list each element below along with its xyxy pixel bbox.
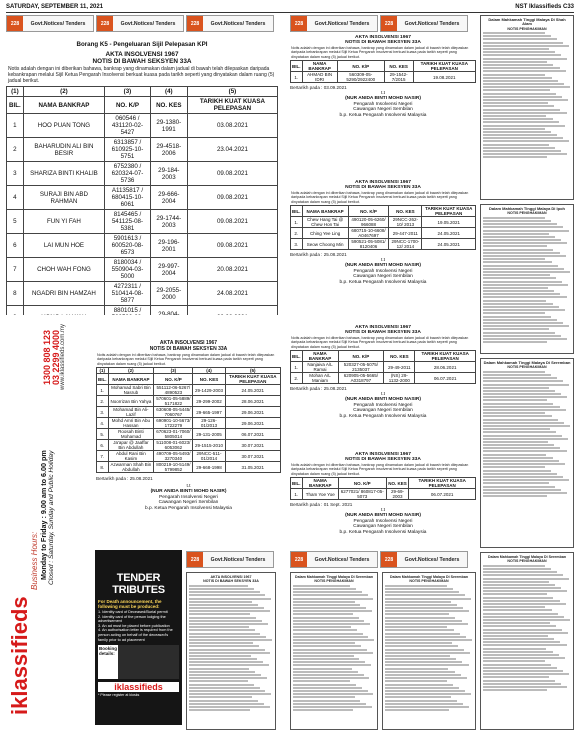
tender-title: TENDER TRIBUTES (112, 572, 165, 596)
column-header: TARIKH KUAT KUASA PELEPASAN (413, 61, 475, 72)
tender-tributes: TENDER TRIBUTES For Death announcement, the following must be produced: 1. Identity card of Deceased/Burial permit 2. Identity card of the person lodging the advertisement 3. An ad must be placed before publication 4. An authorisation letter is required from the person acting on behalf of the deceased's family prior to ad placement Booking details: iklassifieds * Please register at kiosks (95, 550, 182, 725)
hours-weekday: Monday to Friday : 9.00 am to 6.00 pm (39, 450, 48, 580)
column-header: NO. K/P (337, 61, 384, 72)
header-section: NST Iklassifieds C33 (515, 4, 574, 10)
iklassifieds-sidebar (6, 290, 66, 732)
table-row: 5 FUN YI FAH 8145465 / 541125-08-5381 29-1744-2003 09.08.2021 (7, 210, 278, 234)
table-row: 6 LAI MUN HOE 5901613 / 600520-08-6573 29-196-2001 09.08.2021 (7, 234, 278, 258)
notice-table (290, 205, 476, 250)
table-row: 1. Mohamad Sabri Bin Nasrub 551112-06-5267/ 4890523 29-1429-2003 24.05.2021 (97, 385, 281, 396)
column-number: (2) (23, 87, 105, 97)
column-header: NO. K/P (338, 478, 386, 489)
category-tag: 228 Govt.Notices/ Tenders (96, 15, 184, 32)
notice-table (290, 60, 476, 83)
list-item: 4. An authorisation letter is required from the person acting on behalf of the deceased's family prior to ad placement (98, 628, 173, 642)
small-notice: Dalam Mahkamah Tinggi Malaya Di Seremban NOTIS PENGHAKIMAN (382, 572, 476, 730)
column-header: NAMA BANKRAP (302, 61, 337, 72)
phone-1[interactable]: 1300 808 123 (42, 329, 52, 385)
signature-block: t.t (NUR ANIDA BINTI MOHD NASIR) Pengarah Insolvensi Negeri Cawangan Negeri Sembilan b.p. Ketua Pengarah Insolvensi Malaysia (339, 507, 427, 535)
column-header: NO. K/P (348, 206, 389, 217)
table-row: 1. AHMAD BIN IDRI 560309-05-5290/2922400 29-1542-7/2015 19.08.2021 (291, 72, 476, 83)
column-header: NO. KES (389, 206, 422, 217)
notice-table (290, 350, 476, 384)
signature-block: t.t (NUR ANIDA BINTI MOHD NASIR) Pengarah Insolvensi Negeri Cawangan Negeri Sembilan b.p. Ketua Pengarah Insolvensi Malaysia (339, 391, 427, 419)
brand-logo: iklassifieds (7, 596, 32, 715)
table-row: 2. Ching Yee Ling 680715-10-6608/ A0467697 29-447-2011 24.05.2021 (291, 228, 476, 239)
signature-block: t.t (NUR ANIDA BINTI MOHD NASIR) Pengarah Insolvensi Negeri Cawangan Negeri Sembilan b.p. Ketua Pengarah Insolvensi Malaysia (339, 90, 427, 118)
page-header (6, 3, 574, 13)
list-item: 2. Identity card of the person lodging the advertisement (98, 614, 166, 624)
table-row: 7. Abdul Rani Bin Kasim 490709-05-5493/ 3270340 29NCC-511-01/2014 30.07.2021 (97, 451, 281, 462)
column-number: (4) (150, 87, 187, 97)
table-row: 8. Azwarman Shah Bin Abdullah 800219-10-5149/ 5799852 29-668-1998 31.05.2021 (97, 462, 281, 473)
table-row: 1. Tham Yoe Yoe 6277021/ 860817-05-5073 29-69-2003 06.07.2021 (291, 489, 476, 500)
header-date: SATURDAY, SEPTEMBER 11, 2021 (6, 4, 104, 10)
table-row: 1. Chew Hang Tai @ Chew Hon Tai 490120-05-6260/ 966088 29NCC-262-10/ 2013 19.05.2021 (291, 217, 476, 228)
small-notice: Dalam Mahkamah Tinggi Malaya Di Seremban NOTIS PENGHAKIMAN (480, 552, 574, 730)
main-notice (6, 38, 278, 315)
notice-nanjaiva: AKTA INSOLVENSI 1967 NOTIS DI BAWAH SEKSYEN 33A Notis adalah dengan ini diberikan bahawa, bankrap yang dinamakan dalam jadual di bawah telah dilepaskan daripada kebankrapan melalui Sijil Ketua Pengarah Insolvensi berkuat kuasa pada tarikh seperti yang dinyatakan dalam ruang (5) jadual berikut. BIL. NAMA BANKRAP NO. K/P NO. KES TARIKH KUAT KUASA PELEPASAN 1. Nanjaiva A/L Ramai 520327-05-5075/ 2135037 29-49-2011 28.06.2021 2. Mohan A/L Maniam 620905-05-5665/ A0318797 (NS) 29-1132-2000 06.07.2021 Bertarikh pada : 25.08.2021 t.t (NUR ANIDA BINTI MOHD NASIR) Pengarah Insolvensi Negeri Cawangan Negeri Sembilan b.p. Ketua Pengarah Insolvensi Malaysia (290, 325, 476, 433)
table-row: 6. Ja'apar @ Jaaffar Bin Abdullah 511008-01-6023/ 6053062 29-1515-2010 30.07.2021 (97, 440, 281, 451)
notice-ahmad: AKTA INSOLVENSI 1967 NOTIS DI BAWAH SEKSYEN 33A Notis adalah dengan ini diberikan bahawa, bankrap yang dinamakan dalam jadual di bawah telah dilepaskan daripada kebankrapan melalui Sijil Ketua Pengarah Insolvensi berkuat kuasa pada tarikh seperti yang dinyatakan dalam ruang (5) jadual berikut. BIL. NAMA BANKRAP NO. K/P NO. KES TARIKH KUAT KUASA PELEPASAN 1. AHMAD BIN IDRI 560309-05-5290/2922400 29-1542-7/2015 19.08.2021 Bertarikh pada : 03.09.2021 t.t (NUR ANIDA BINTI MOHD NASIR) Pengarah Insolvensi Negeri Cawangan Negeri Sembilan b.p. Ketua Pengarah Insolvensi Malaysia (290, 35, 476, 130)
column-header: NO. KES (150, 97, 187, 114)
hours-label: Business Hours: (30, 531, 39, 590)
hours-closed: Closed : Saturday, Sunday and Public Holiday (48, 450, 55, 585)
column-header: BIL. (291, 206, 303, 217)
table-row: 5. Roosah Binti Mohamad 670623-01-7060/ 5805014 29-131-2005 06.07.2021 (97, 429, 281, 440)
table-row: 8801015 / 29-804- (7, 306, 278, 315)
table-row: 1 HOO PUAN TONG 060546 / 431120-02-5427 29-1380-1991 03.08.2021 (7, 114, 278, 138)
notice-negeri-sembilan: AKTA INSOLVENSI 1967 NOTIS DI BAWAH SEKSYEN 33A Notis adalah dengan ini diberikan bahawa, bankrap yang dinamakan dalam jadual di bawah telah dilepaskan daripada kebankrapan melalui Sijil Ketua Pengarah Insolvensi berkuat kuasa pada tarikh seperti yang dinyatakan dalam ruang (5) jadual berikut. (1) (2) (3) (4) (5) BIL. NAMA BANKRAP NO. K/P NO. KES TARIKH KUAT KUASA PELEPASAN 1. Mohamad Sabri Bin Nasrub 551112-06-5267/ 4890523 29-1429-2003 24.05.2021 2. Noorrizan Bin Yahya 570601-05-5889/ 5171822 29-299-2002 28.06.2021 3. Mohamad Bin Ali-Lazif 630608-05-5445/ 7060767 29-665-1997 29.06.2021 4. Mohd Amri Bin Abu Hassan 690901-10-5673/ 1722279 29-126-01/2013 29.06.2021 5. Roosah Binti Mohamad 670623-01-7060/ 5805014 29-131-2005 06.07.2021 6. Ja'apar @ Jaaffar Bin Abdullah 511008-01-6023/ 6053062 29-1515-2010 30.07.2021 7. Abdul Rani Bin Kasim 490709-05-5493/ 3270340 29NCC-511-01/2014 30.07.2021 8. Azwarman Shah Bin Abdullah 800219-10-5149/ 5799852 29-668-1998 31.05.2021 Bertarikh pada : 25.08.2021 t.t (NUR ANIDA BINTI MOHD NASIR) Pengarah Insolvensi Negeri Cawangan Negeri Sembilan b.p. Ketua Pengarah Insolvensi Malaysia (96, 340, 281, 545)
court-notice-seremban: Dalam Mahkamah Tinggi Malaya Di Seremban NOTIS PENGHAKIMAN (480, 358, 574, 548)
category-tag: 228 Govt.Notices/ Tenders (186, 15, 274, 32)
signature-block: t.t (NUR ANIDA BINTI MOHD NASIR) Pengarah Insolvensi Negeri Cawangan Negeri Sembilan b.p. Ketua Pengarah Insolvensi Malaysia (339, 257, 427, 285)
table-row: 1. Nanjaiva A/L Ramai 520327-05-5075/ 2135037 29-49-2011 28.06.2021 (291, 362, 476, 373)
column-header: TARIKH KUAT KUASA PELEPASAN (225, 374, 280, 385)
category-tag: 228 Govt.Notices/ Tenders (380, 15, 468, 32)
notice-table: (1) (2) (3) (4) (5) BIL. NAMA BANKRAP NO. K/P NO. KES TARIKH KUAT KUASA PELEPASAN 1. Mohamad Sabri Bin Nasrub 551112-06-5267/ 4890523 29-1429-2003 24.05.2021 2. Noorrizan Bin Yahya 570601-05-5889/ 5171822 29-299-2002 28.06.2021 3. Mohamad Bin Ali-Lazif 630608-05-5445/ 7060767 29-665-1997 29.06.2021 4. Mohd Amri Bin Abu Hassan 690901-10-5673/ 1722279 29-126-01/2013 29.06.2021 5. Roosah Binti Mohamad 670623-01-7060/ 5805014 29-131-2005 06.07.2021 6. Ja'apar @ Jaaffar Bin Abdullah 511008-01-6023/ 6053062 29-1515-2010 30.07.2021 7. Abdul Rani Bin Kasim 490709-05-5493/ 3270340 29NCC-511-01/2014 30.07.2021 8. Azwarman Shah Bin Abdullah 800219-10-5149/ 5799852 29-668-1998 31.05.2021 (96, 367, 281, 473)
column-number: (3) (105, 87, 151, 97)
table-row: 8 NGADRI BIN HAMZAH 4272311 / 510414-08-5877 29-2055-2000 24.08.2021 (7, 282, 278, 306)
column-header: NO. K/P (154, 374, 193, 385)
table-row: 3. Seow Choong Min 590521-05-5081/ 8120406 29NCC-1700-12/ 2014 24.05.2021 (291, 239, 476, 250)
small-notice: AKTA INSOLVENSI 1967 NOTIS DI BAWAH SEKSYEN 33A (186, 572, 276, 730)
notice-table (290, 477, 476, 500)
category-tag: 228 Govt.Notices/ Tenders (6, 15, 94, 32)
category-tag: 228 Govt.Notices/ Tenders (380, 551, 468, 568)
table-row: 4. Mohd Amri Bin Abu Hassan 690901-10-5673/ 1722279 29-126-01/2013 29.06.2021 (97, 418, 281, 429)
website-link[interactable]: www.iklassifieds.com.my (60, 323, 66, 390)
court-notice-shah-alam: Dalam Mahkamah Tinggi Malaya Di Shah Alam NOTIS PENGHAKIMAN (480, 15, 574, 200)
column-number: (1) (7, 87, 24, 97)
list-item: 3. An ad must be placed before publication (98, 623, 170, 628)
column-header: TARIKH KUAT KUASA PELEPASAN (422, 206, 476, 217)
column-header: NO. K/P (338, 351, 384, 362)
notice-title: AKTA INSOLVENSI 1967 (105, 51, 179, 58)
column-header: NAMA BANKRAP (302, 206, 348, 217)
column-header: NO. KES (384, 61, 413, 72)
table-row: 3. Mohamad Bin Ali-Lazif 630608-05-5445/ 7060767 29-665-1997 29.06.2021 (97, 407, 281, 418)
table-row: 2 BAHARUDIN ALI BIN BESIR 6313857 / 610925-10-5751 29-4518-2006 23.04.2021 (7, 138, 278, 162)
table-row: 4 SURAJI BIN ABD RAHMAN A1135817 / 680415-10-6061 29-666-2004 09.08.2021 (7, 186, 278, 210)
column-header: BIL. (291, 61, 303, 72)
column-header: TARIKH KUAT KUASA PELEPASAN (415, 351, 476, 362)
column-header: NAMA BANKRAP (302, 351, 338, 362)
column-header: BIL. (291, 351, 303, 362)
phone-2[interactable]: 03 2299 4000 (51, 329, 61, 385)
table-row: 2. Mohan A/L Maniam 620905-05-5665/ A0318797 (NS) 29-1132-2000 06.07.2021 (291, 373, 476, 384)
notice-intro: Notis adalah dengan ini diberikan bahawa, bankrap yang dinamakan dalam jadual di bawah telah dilepaskan daripada kebankrapan melalui Sijil Ketua Pengarah Insolvensi berkuat kuasa pada tarikh seperti yang dinyatakan dalam ruang (5) jadual berikut. (8, 66, 275, 84)
court-notice-ipoh: Dalam Mahkamah Tinggi Malaya Di Ipoh NOTIS PENGHAKIMAN (480, 204, 574, 354)
small-notice: Dalam Mahkamah Tinggi Malaya Di Seremban NOTIS PENGHAKIMAN (290, 572, 378, 730)
column-header: NO. KES (193, 374, 225, 385)
column-header: NO. KES (384, 351, 415, 362)
notice-subtitle: NOTIS DI BAWAH SEKSYEN 33A (92, 58, 192, 65)
tender-brand: iklassifieds (98, 682, 179, 692)
table-row: 3 SHARIZA BINTI KHALIB 6752380 / 620324-07-5736 29-184-2003 09.08.2021 (7, 162, 278, 186)
column-number: (5) (187, 87, 277, 97)
column-header: BIL. (97, 374, 109, 385)
table-row: 2. Noorrizan Bin Yahya 570601-05-5889/ 5171822 29-299-2002 28.06.2021 (97, 396, 281, 407)
notice-heading: Borang K5 - Pengeluaran Sijil Pelepasan KPI (76, 41, 208, 48)
category-tag: 228 Govt.Notices/ Tenders (290, 551, 378, 568)
column-header: NAMA BANKRAP (108, 374, 154, 385)
category-tag: 228 Govt.Notices/ Tenders (290, 15, 378, 32)
column-header: BIL. (291, 478, 303, 489)
notice-tham: AKTA INSOLVENSI 1967 NOTIS DI BAWAH SEKSYEN 33A Notis adalah dengan ini diberikan bahawa, bankrap yang dinamakan dalam jadual di bawah telah dilepaskan daripada kebankrapan melalui Sijil Ketua Pengarah Insolvensi berkuat kuasa pada tarikh seperti yang dinyatakan dalam ruang (5) jadual berikut. BIL. NAMA BANKRAP NO. K/P NO. KES TARIKH KUAT KUASA PELEPASAN 1. Tham Yoe Yoe 6277021/ 860817-05-5073 29-69-2003 06.07.2021 Bertarikh pada : 01 Sept. 2021 t.t (NUR ANIDA BINTI MOHD NASIR) Pengarah Insolvensi Negeri Cawangan Negeri Sembilan b.p. Ketua Pengarah Insolvensi Malaysia (290, 452, 476, 547)
signature-block: t.t (NUR ANIDA BINTI MOHD NASIR) Pengarah Insolvensi Negeri Cawangan Negeri Sembilan b.p. Ketua Pengarah Insolvensi Malaysia (145, 483, 232, 511)
column-header: NO. KES (386, 478, 409, 489)
table-row: 7 CHOH WAH FONG 8180034 / 550904-03-5000 29-997-2004 20.08.2021 (7, 258, 278, 282)
column-header: BIL. (7, 97, 24, 114)
column-header: TARIKH KUAT KUASA PELEPASAN (409, 478, 476, 489)
discharge-table (6, 86, 278, 315)
column-header: NO. K/P (105, 97, 151, 114)
column-header: TARIKH KUAT KUASA PELEPASAN (187, 97, 277, 114)
column-header: NAMA BANKRAP (302, 478, 338, 489)
column-header: NAMA BANKRAP (23, 97, 105, 114)
notice-chew: AKTA INSOLVENSI 1967 NOTIS DI BAWAH SEKSYEN 33A Notis adalah dengan ini diberikan bahawa, bankrap yang dinamakan dalam jadual di bawah telah dilepaskan daripada kebankrapan melalui Sijil Ketua Pengarah Insolvensi berkuat kuasa pada tarikh seperti yang dinyatakan dalam ruang (5) jadual berikut. BIL. NAMA BANKRAP NO. K/P NO. KES TARIKH KUAT KUASA PELEPASAN 1. Chew Hang Tai @ Chew Hon Tai 490120-05-6260/ 966088 29NCC-262-10/ 2013 19.05.2021 2. Ching Yee Ling 680715-10-6608/ A0467697 29-447-2011 24.05.2021 3. Seow Choong Min 590521-05-5081/ 8120406 29NCC-1700-12/ 2014 24.05.2021 Bertarikh pada : 25.08.2021 t.t (NUR ANIDA BINTI MOHD NASIR) Pengarah Insolvensi Negeri Cawangan Negeri Sembilan b.p. Ketua Pengarah Insolvensi Malaysia (290, 180, 476, 290)
category-tag: 228 Govt.Notices/ Tenders (186, 551, 274, 568)
list-item: 1. Identity card of Deceased/Burial permit (98, 610, 168, 614)
